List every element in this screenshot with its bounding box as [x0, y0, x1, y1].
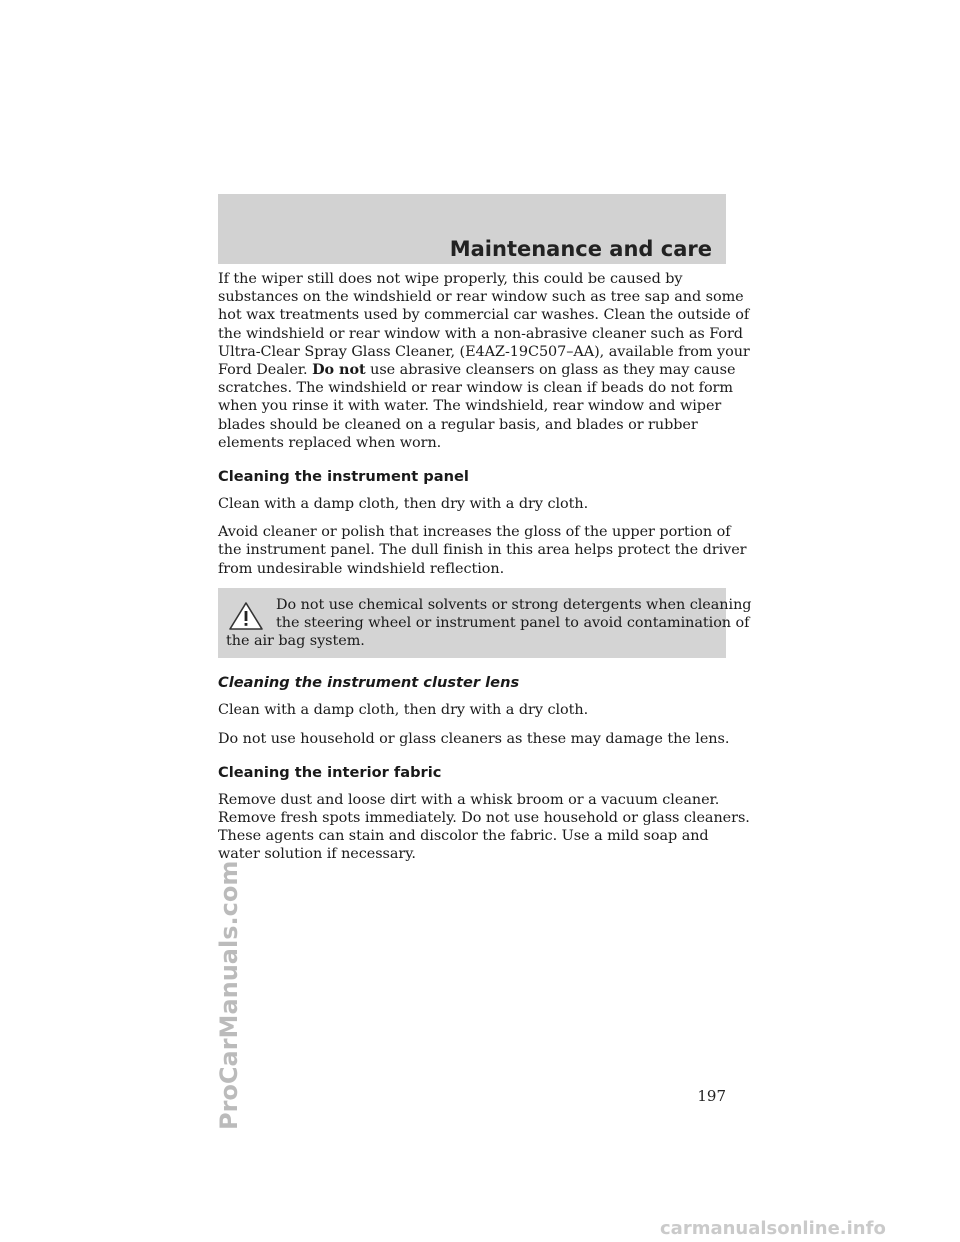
- page-number: 197: [697, 1087, 726, 1105]
- section-title: Maintenance and care: [449, 237, 712, 261]
- cluster-lens-p2: Do not use household or glass cleaners as these may damage the lens.: [218, 730, 730, 747]
- cluster-lens-p1: Clean with a damp cloth, then dry with a dry cloth.: [218, 702, 589, 719]
- instrument-panel-p2: Avoid cleaner or polish that increases the gloss of the upper portion of the instrument panel. The dull finish in this area helps protect the driver from undesirable windshield reflection.: [218, 524, 747, 577]
- interior-fabric-heading: Cleaning the interior fabric: [218, 763, 442, 781]
- page-content: [218, 270, 752, 874]
- warning-triangle-icon: [228, 601, 264, 631]
- warning-box: [218, 588, 752, 659]
- wiper-paragraph: If the wiper still does not wipe properly, this could be caused by substances on the windshield or rear window such as tree sap and some hot wax treatments used by commercial car washes. Clean the outside of the windshield or rear window with a non-abrasive cleaner such as Ford Ultra-Clear Spray Glass Cleaner, (E4AZ-19C507–AA), available from your Ford Dealer. Do not use abrasive cleansers on glass as they may cause scratches. The windshield or rear window is clean if beads do not form when you rinse it with water. The windshield, rear window and wiper blades should be cleaned on a regular basis, and blades or rubber elements replaced when worn.: [218, 271, 750, 451]
- footer-watermark: carmanualsonline.info: [660, 1218, 886, 1239]
- side-watermark: ProCarManuals.com: [215, 860, 243, 1130]
- cluster-lens-heading: Cleaning the instrument cluster lens: [218, 674, 520, 692]
- header-band: [218, 194, 726, 264]
- do-not-emphasis: Do not: [312, 361, 366, 379]
- instrument-panel-heading: Cleaning the instrument panel: [218, 468, 469, 486]
- interior-fabric-p1: Remove dust and loose dirt with a whisk broom or a vacuum cleaner. Remove fresh spots immediately. Do not use household or glass cleaners. These agents can stain and discolor the fabric. Use a mild soap and water solution if necessary.: [218, 791, 750, 863]
- instrument-panel-p1: Clean with a damp cloth, then dry with a dry cloth.: [218, 496, 589, 513]
- warning-text: Do not use chemical solvents or strong detergents when cleaning the steering wheel or instrument panel to avoid contamination of the air bag system.: [226, 596, 752, 650]
